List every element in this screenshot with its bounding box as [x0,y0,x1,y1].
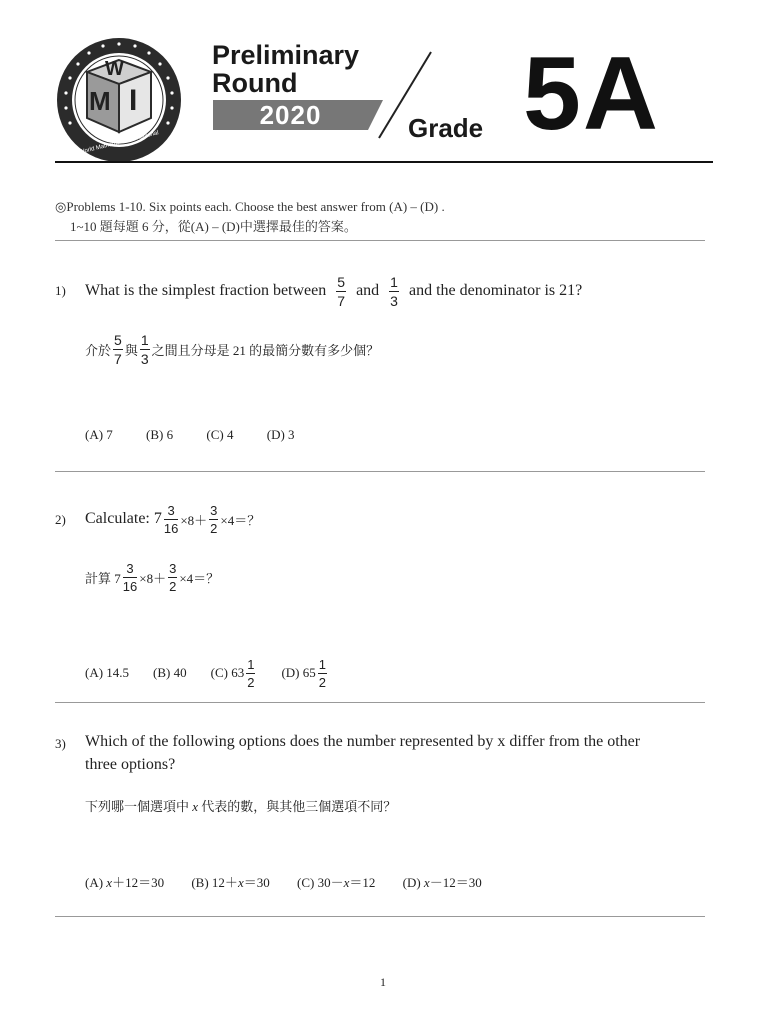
q2-d-half-num: 1 [318,656,326,672]
q1-option-d[interactable]: (D) 3 [266,427,295,442]
q2-zh-fraction-3-16 [123,562,137,593]
q1-zh-mid: 與 [124,342,138,358]
q1-zh-frac-b-num: 1 [140,331,149,348]
q1-en-mid: and [356,282,380,299]
q3-d-pre: (D) [402,875,421,890]
q2-option-d-whole: (D) 65 [281,665,316,680]
q2-text-en [85,500,260,538]
q2-text-zh [85,558,219,596]
q1-frac-a-den: 7 [337,292,346,309]
q3-c-expr: ＝12 [349,875,376,890]
q3-text-en-line1: Which of the following options does the number represented by x differ from the other [85,733,641,750]
q3-option-b[interactable] [191,875,269,890]
grade-value: 5A [523,36,660,152]
q2-c-half-num: 1 [247,656,255,672]
q2-option-a[interactable]: (A) 14.5 [85,665,130,680]
q3-d-var: x [423,875,430,890]
q1-text-en [85,271,582,311]
q1-option-b[interactable]: (B) 6 [146,427,174,442]
q2-option-d[interactable] [281,658,329,689]
q3-a-var: x [106,875,113,890]
q3-b-var: x [237,875,244,890]
q3-c-pre: (C) 30－ [296,875,344,890]
logo-letter-m: M [89,86,111,116]
header-rule [55,161,713,163]
q2-f2-num: 3 [210,502,218,518]
q2-option-c[interactable] [211,658,258,689]
q3-zh-pre: 下列哪一個選項中 [85,799,190,814]
q3-option-d[interactable] [403,875,482,890]
q3-text-zh [85,796,396,815]
q1-option-c[interactable]: (C) 4 [206,427,234,442]
q3-c-var: x [343,875,350,890]
divider-2 [55,471,705,472]
q3-zh-post: 代表的數，與其他三個選項不同？ [201,799,397,814]
q2-f1-num: 3 [164,504,178,520]
q2-d-half-den: 2 [318,674,326,690]
q2-fraction-3-2 [209,504,218,535]
q1-frac-a-num: 5 [337,273,346,290]
q2-zh-expr-mid: ×8＋ [139,570,167,586]
q1-en-pre: What is the simplest fraction between [85,282,327,299]
q1-fraction-1-3 [389,275,399,308]
instructions-zh: 1~10 題每題 6 分，從(A) – (D)中選擇最佳的答案。 [70,219,357,234]
q2-c-half-den: 2 [247,674,255,690]
divider-3 [55,702,705,703]
q3-zh-var: x [192,799,199,814]
q1-zh-frac-b-den: 3 [140,350,149,367]
q1-zh-frac-a-den: 7 [114,350,122,367]
q1-fraction-5-7 [336,275,346,308]
q1-option-a[interactable]: (A) 7 [85,427,113,442]
q2-zh-fraction-3-2 [168,562,177,593]
q2-number: 2) [55,512,66,527]
logo-letters [55,36,183,164]
instructions-en: ◎Problems 1-10. Six points each. Choose the best answer from (A) – (D) . [55,199,445,214]
q2-options [85,654,329,692]
q3-a-expr: ＋12＝30 [112,875,165,890]
q2-zh-expr-post: ×4＝？ [179,570,220,586]
q2-zh-f2-num: 3 [169,560,177,576]
grade-label: Grade [408,113,484,143]
q1-zh-frac-a-num: 5 [114,331,122,348]
divider-1 [55,240,705,241]
q1-text-zh [85,330,379,368]
q2-zh-pre: 計算 7 [85,570,121,586]
q2-fraction-3-16 [164,504,178,535]
q3-text-en-line2: three options? [85,756,176,773]
q2-zh-f2-den: 2 [169,578,177,594]
q2-f2-den: 2 [210,520,218,536]
divider-4 [55,916,705,917]
q2-zh-f1-den: 16 [122,578,138,594]
q1-options [85,427,295,443]
q2-option-d-fraction [318,658,327,689]
q1-frac-b-num: 1 [390,273,398,290]
q2-option-b[interactable]: (B) 40 [153,665,187,680]
q3-b-expr: ＝30 [243,875,270,890]
q1-zh-post: 之間且分母是 21 的最簡分數有多少個？ [151,342,380,358]
q2-en-pre: Calculate: 7 [85,510,162,527]
q3-number: 3) [55,736,66,751]
q2-f1-den: 16 [163,520,179,536]
logo-ring-text: World Mathematics Invitational [78,130,160,156]
q1-en-post: and the denominator is 21? [408,282,583,299]
q1-zh-pre: 介於 [85,342,112,358]
title-preliminary: Preliminary [212,40,360,70]
q3-d-expr: －12＝30 [429,875,482,890]
q1-zh-fraction-5-7 [113,333,123,366]
q2-expr-post: ×4＝？ [220,512,261,528]
q2-zh-f1-num: 3 [123,562,137,578]
q3-option-a[interactable] [85,875,164,890]
q1-number: 1) [55,283,66,298]
q3-b-pre: (B) 12＋ [191,875,238,890]
q3-option-c[interactable] [297,875,375,890]
q3-options [85,872,482,891]
q2-option-c-fraction [246,658,255,689]
year-label: 2020 [259,100,322,130]
title-round: Round [212,68,298,98]
page-number: 1 [380,975,386,989]
q2-expr-mid: ×8＋ [180,512,208,528]
q1-frac-b-den: 3 [390,292,398,309]
q2-option-c-whole: (C) 63 [210,665,245,680]
q3-a-pre: (A) [85,875,104,890]
logo-letter-i: I [129,84,138,117]
logo-letter-w: W [105,58,124,80]
q1-zh-fraction-1-3 [140,333,150,366]
